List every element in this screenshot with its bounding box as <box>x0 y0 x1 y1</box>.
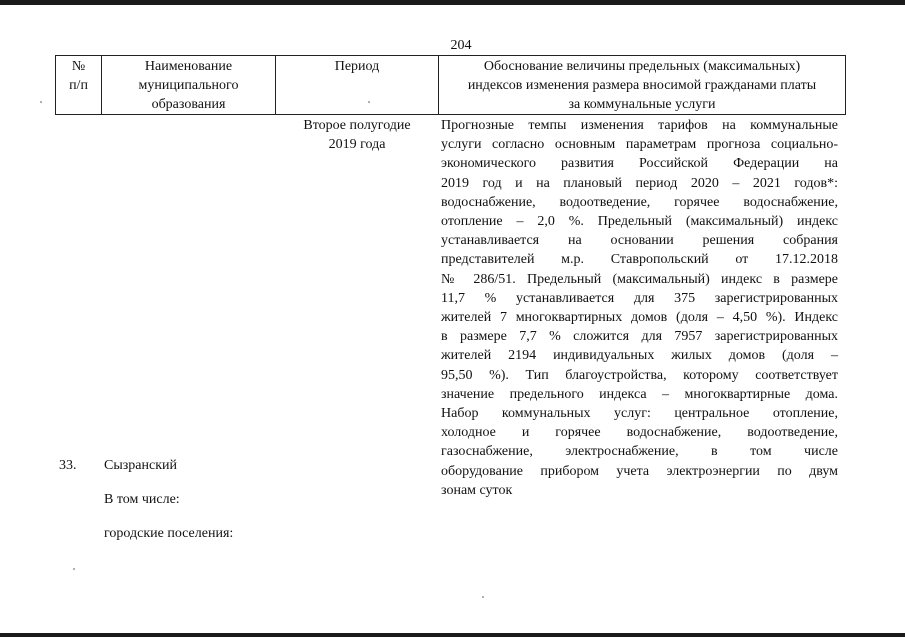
scan-speck <box>40 101 42 103</box>
header-col-justification: Обоснование величины предельных (максимальных) индексов изменения размера вносимой гражданами платы за коммунальные услуги <box>439 56 846 115</box>
justification-line: Прогнозные темпы изменения тарифов на коммунальные <box>441 118 838 133</box>
row-number: 33. <box>59 458 77 473</box>
justification-line: 11,7 % устанавливается для 375 зарегистрированных <box>441 290 838 306</box>
justification-line: оборудование прибором учета электроэнергии по двум <box>441 463 838 479</box>
justification-line: зонам суток <box>441 482 513 498</box>
justification-line: жителей 2194 индивидуальных жилых домов (доля – <box>441 348 838 364</box>
justification-line: экономического развития Российской Федерации на <box>441 156 838 172</box>
justification-line: в размере 7,7 % сложится для 7957 зарегистрированных <box>441 329 838 345</box>
table-header <box>55 55 846 115</box>
header-col-period: Период <box>276 56 439 115</box>
justification-line: 2019 год и на плановый период 2020 – 2021 годов*: <box>441 175 838 191</box>
header-col-municipality: Наименование муниципального образования <box>102 56 276 115</box>
period-cell: Второе полугодие 2019 года <box>303 118 411 152</box>
scan-speck <box>368 101 370 103</box>
justification-line: водоснабжение, водоотведение, горячее водоснабжение, <box>441 194 838 210</box>
urban-settlements-label: городские поселения: <box>104 526 234 541</box>
justification-line: газоснабжение, электроснабжение, в том числе <box>441 444 838 460</box>
top-border-rule <box>0 0 905 5</box>
justification-line: Набор коммунальных услуг: центральное отопление, <box>441 406 838 422</box>
scan-speck <box>73 568 75 570</box>
justification-line: № 286/51. Предельный (максимальный) индекс в размере <box>441 271 838 287</box>
justification-line: жителей 7 многоквартирных домов (доля – 4,50 %). Индекс <box>441 310 838 326</box>
page-number: 204 <box>450 38 472 53</box>
bottom-border-rule <box>0 633 905 637</box>
justification-line: отопление – 2,0 %. Предельный (максимальный) индекс <box>441 214 838 230</box>
scan-speck <box>482 596 484 598</box>
justification-line: представителей м.р. Ставропольский от 17.12.2018 <box>441 252 838 268</box>
including-label: В том числе: <box>104 492 180 507</box>
header-col-number: № п/п <box>56 56 102 115</box>
justification-line: устанавливается на основании решения собрания <box>441 233 838 249</box>
justification-line: услуги согласно основным параметрам прогноза социально- <box>441 137 838 153</box>
justification-line: 95,50 %). Тип благоустройства, которому соответствует <box>441 367 838 383</box>
justification-line: холодное и горячее водоснабжение, водоотведение, <box>441 425 838 441</box>
justification-cell <box>441 116 838 500</box>
municipality-name: Сызранский <box>104 458 177 473</box>
justification-line: значение предельного индекса – многоквартирные дома. <box>441 386 838 402</box>
